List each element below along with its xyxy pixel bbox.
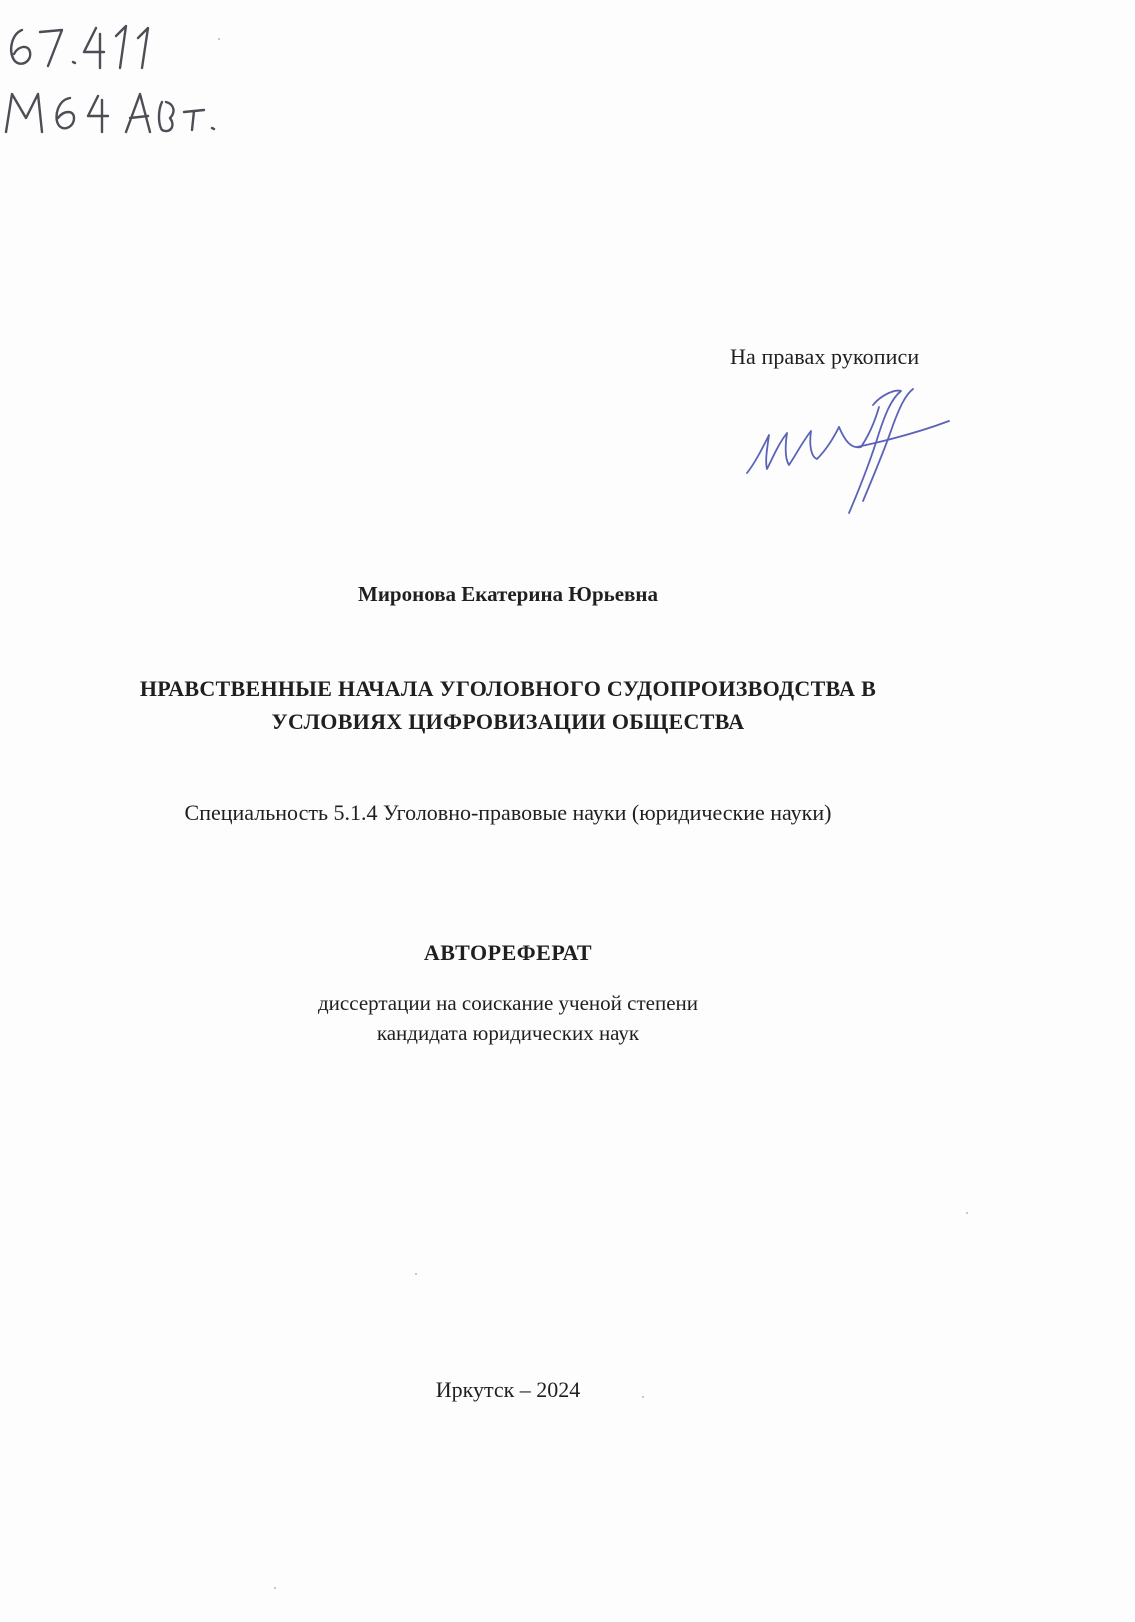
document-type-heading: АВТОРЕФЕРАТ bbox=[423, 940, 593, 965]
author-signature bbox=[745, 385, 985, 530]
handwritten-catalog-note bbox=[0, 0, 260, 150]
place-and-year: Иркутск – 2024 bbox=[435, 1377, 581, 1402]
paper-speck bbox=[274, 1587, 276, 1589]
paper-speck bbox=[642, 1396, 644, 1398]
manuscript-rights-note: На правах рукописи bbox=[730, 344, 920, 369]
thesis-title bbox=[0, 672, 1016, 738]
paper-speck bbox=[415, 1273, 417, 1275]
specialty-line: Специальность 5.1.4 Уголовно-правовые науки (юридические науки) bbox=[184, 800, 832, 825]
thesis-title-line-1: НРАВСТВЕННЫЕ НАЧАЛА УГОЛОВНОГО СУДОПРОИЗВОДСТВА В bbox=[139, 676, 877, 701]
author-name: Миронова Екатерина Юрьевна bbox=[358, 582, 658, 606]
paper-speck bbox=[218, 38, 220, 40]
thesis-title-line-2: УСЛОВИЯХ ЦИФРОВИЗАЦИИ ОБЩЕСТВА bbox=[271, 709, 745, 734]
document-purpose bbox=[0, 988, 1016, 1048]
document-purpose-line-1: диссертации на соискание ученой степени bbox=[318, 991, 698, 1015]
document-purpose-line-2: кандидата юридических наук bbox=[376, 1021, 640, 1045]
paper-speck bbox=[966, 1212, 968, 1214]
